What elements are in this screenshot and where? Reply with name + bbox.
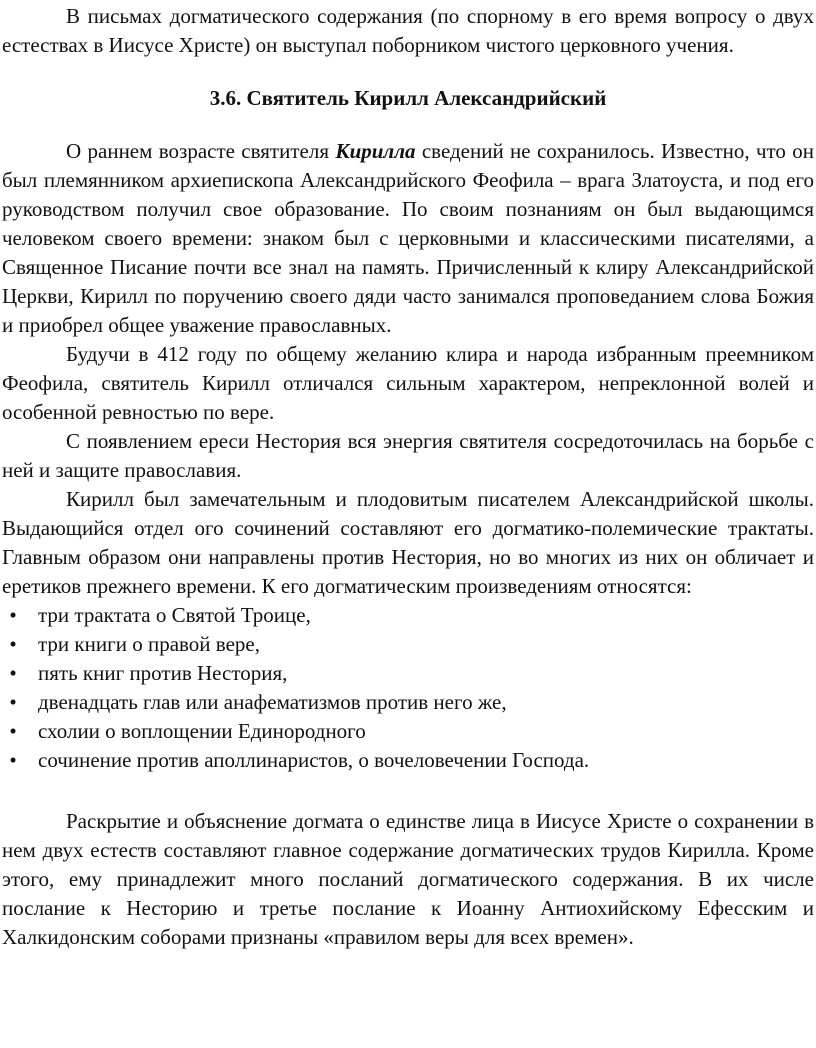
- emphasized-name: Кирилла: [335, 139, 416, 163]
- list-item-text: схолии о воплощении Единородного: [38, 719, 366, 743]
- list-item: [2, 630, 814, 659]
- list-item: [2, 601, 814, 630]
- intro-paragraph: В письмах догматического содержания (по спорному в его время вопросу о двух естествах в Иисусе Христе) он выступал поборником чистого церковного учения.: [2, 4, 814, 57]
- list-item-text: двенадцать глав или анафематизмов против него же,: [38, 690, 507, 714]
- list-item-text: пять книг против Нестория,: [38, 661, 288, 685]
- works-list: [2, 601, 814, 775]
- list-item: [2, 659, 814, 688]
- list-item: [2, 717, 814, 746]
- paragraph-election: Будучи в 412 году по общему желанию клира и народа избранным преемником Феофила, святитель Кирилл отличался сильным характером, непреклонной волей и особенной ревностью по вере.: [2, 342, 814, 424]
- paragraph-text-before: О раннем возрасте святителя: [66, 139, 336, 163]
- bullet-icon: •: [9, 661, 17, 685]
- section-heading: 3.6. Святитель Кирилл Александрийский: [209, 86, 607, 110]
- paragraph-writings: Кирилл был замечательным и плодовитым писателем Александрийской школы. Выдающийся отдел ого сочинений составляют его догматико-полемические трактаты. Главным образом они направлены против Нестория, но во многих из них он обличает и еретиков прежнего времени. К его догматическим произведениям относятся:: [2, 487, 814, 598]
- bullet-icon: •: [9, 632, 17, 656]
- paragraph-text-after: сведений не сохранилось. Известно, что он был племянником архиепископа Александрийского Феофила – врага Златоуста, и под его руководством получил свое образование. По своим познаниям он был выдающимся человеком своего времени: знаком был с церковными и классическими писателями, а Священное Писание почти все знал на память. Причисленный к клиру Александрийской Церкви, Кирилл по поручению своего дяди часто занимался проповеданием слова Божия и приобрел общее уважение православных.: [2, 139, 815, 337]
- bullet-icon: •: [9, 690, 17, 714]
- paragraph-nestorius: С появлением ереси Нестория вся энергия святителя сосредоточилась на борьбе с ней и защите православия.: [2, 429, 814, 482]
- list-item-text: три книги о правой вере,: [38, 632, 260, 656]
- list-item-text: три трактата о Святой Троице,: [38, 603, 311, 627]
- list-item: [2, 746, 814, 775]
- bullet-icon: •: [9, 748, 17, 772]
- bullet-icon: •: [9, 603, 17, 627]
- paragraph-conclusion: Раскрытие и объяснение догмата о единстве лица в Иисусе Христе о сохранении в нем двух естеств составляют главное содержание догматических трудов Кирилла. Кроме этого, ему принадлежит много посланий догматического содержания. В их числе послание к Несторию и третье послание к Иоанну Антиохийскому Ефесским и Халкидонским соборами признаны «правилом веры для всех времен».: [2, 809, 814, 949]
- list-item: [2, 688, 814, 717]
- bullet-icon: •: [9, 719, 17, 743]
- list-item-text: сочинение против аполлинаристов, о вочеловечении Господа.: [38, 748, 590, 772]
- document-page: [0, 2, 816, 1048]
- paragraph-early-life: [2, 137, 814, 340]
